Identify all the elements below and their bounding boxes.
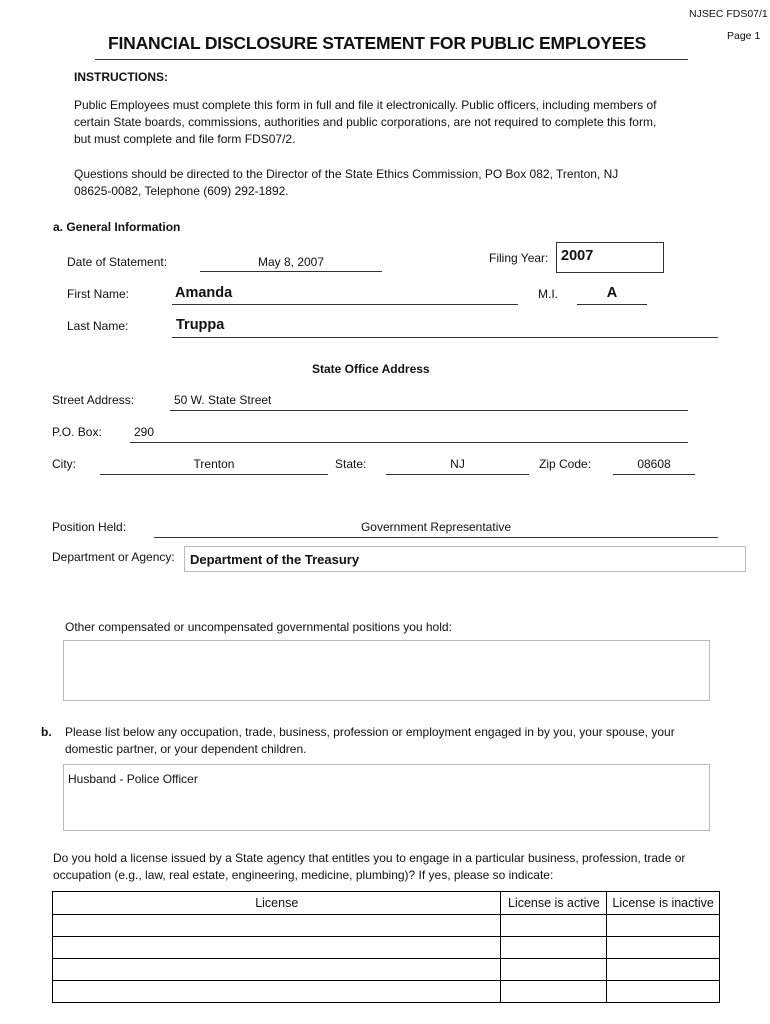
page-number: Page 1 — [727, 30, 761, 42]
instructions-line: certain State boards, commissions, authorities and public corporations, are not required to complete this form, — [74, 115, 657, 129]
license-inactive-cell[interactable] — [607, 915, 720, 937]
section-b-line: Please list below any occupation, trade, business, profession or employment engaged in by you, your spouse, your — [65, 725, 675, 739]
license-question-line: Do you hold a license issued by a State agency that entitles you to engage in a particular business, profession, trade or — [53, 851, 686, 865]
street-field[interactable]: 50 W. State Street — [174, 393, 272, 407]
filing-year-field[interactable]: 2007 — [556, 242, 664, 273]
license-active-cell[interactable] — [501, 937, 607, 959]
table-row — [53, 959, 720, 981]
section-b-letter: b. — [41, 725, 52, 739]
instructions-paragraph-1 — [74, 97, 714, 148]
pobox-field[interactable]: 290 — [134, 425, 155, 439]
license-question — [53, 850, 743, 884]
city-underline — [100, 474, 328, 475]
other-positions-field[interactable] — [63, 640, 710, 701]
license-table — [52, 891, 720, 1003]
zip-field[interactable]: 08608 — [637, 457, 671, 471]
state-field[interactable]: NJ — [450, 457, 465, 471]
license-inactive-column-header: License is inactive — [607, 892, 720, 915]
instructions-paragraph-2 — [74, 166, 714, 200]
first-name-label: First Name: — [67, 287, 130, 301]
position-underline — [154, 537, 718, 538]
section-b-line: domestic partner, or your dependent children. — [65, 742, 307, 756]
license-inactive-cell[interactable] — [607, 937, 720, 959]
license-question-line: occupation (e.g., law, real estate, engineering, medicine, plumbing)? If yes, please so indicate: — [53, 868, 554, 882]
page-title: FINANCIAL DISCLOSURE STATEMENT FOR PUBLIC EMPLOYEES — [108, 33, 647, 53]
table-row — [53, 937, 720, 959]
state-underline — [386, 474, 529, 475]
instructions-line: Questions should be directed to the Director of the State Ethics Commission, PO Box 082, Trenton, NJ — [74, 167, 619, 181]
department-label: Department or Agency: — [52, 550, 175, 564]
instructions-line: Public Employees must complete this form in full and file it electronically. Public officers, including members of — [74, 98, 657, 112]
address-heading: State Office Address — [312, 362, 430, 376]
street-label: Street Address: — [52, 393, 135, 407]
section-b-question — [65, 724, 725, 758]
first-name-field[interactable]: Amanda — [175, 285, 233, 301]
instructions-line: but must complete and file form FDS07/2. — [74, 132, 296, 146]
table-row — [53, 981, 720, 1003]
first-name-underline — [172, 304, 518, 305]
license-active-cell[interactable] — [501, 915, 607, 937]
license-column-header: License — [53, 892, 501, 915]
last-name-label: Last Name: — [67, 319, 129, 333]
table-row — [53, 915, 720, 937]
instructions-line: 08625-0082, Telephone (609) 292-1892. — [74, 184, 289, 198]
city-field[interactable]: Trenton — [193, 457, 235, 471]
occupation-field[interactable]: Husband - Police Officer — [63, 764, 710, 831]
mi-underline — [577, 304, 647, 305]
date-underline — [200, 271, 382, 272]
license-active-column-header: License is active — [501, 892, 607, 915]
position-label: Position Held: — [52, 520, 127, 534]
license-active-cell[interactable] — [501, 981, 607, 1003]
date-field[interactable]: May 8, 2007 — [257, 255, 325, 269]
city-label: City: — [52, 457, 76, 471]
license-inactive-cell[interactable] — [607, 981, 720, 1003]
zip-label: Zip Code: — [539, 457, 592, 471]
zip-underline — [613, 474, 695, 475]
street-underline — [170, 410, 688, 411]
license-cell[interactable] — [53, 915, 501, 937]
filing-year-label: Filing Year: — [489, 251, 549, 265]
form-id: NJSEC FDS07/1 — [689, 8, 768, 20]
department-field[interactable]: Department of the Treasury — [184, 546, 746, 572]
general-info-heading: a. General Information — [53, 220, 181, 234]
license-inactive-cell[interactable] — [607, 959, 720, 981]
license-cell[interactable] — [53, 937, 501, 959]
state-label: State: — [335, 457, 367, 471]
mi-field[interactable]: A — [606, 285, 618, 301]
position-field[interactable]: Government Representative — [360, 520, 512, 534]
last-name-field[interactable]: Truppa — [176, 317, 225, 333]
last-name-underline — [172, 337, 718, 338]
mi-label: M.I. — [538, 287, 558, 301]
instructions-heading: INSTRUCTIONS: — [74, 70, 168, 84]
pobox-underline — [130, 442, 688, 443]
license-active-cell[interactable] — [501, 959, 607, 981]
date-label: Date of Statement: — [67, 255, 168, 269]
other-positions-label: Other compensated or uncompensated governmental positions you hold: — [65, 620, 452, 634]
license-cell[interactable] — [53, 981, 501, 1003]
pobox-label: P.O. Box: — [52, 425, 102, 439]
license-cell[interactable] — [53, 959, 501, 981]
title-underline — [95, 59, 688, 60]
license-table-header — [53, 892, 720, 915]
